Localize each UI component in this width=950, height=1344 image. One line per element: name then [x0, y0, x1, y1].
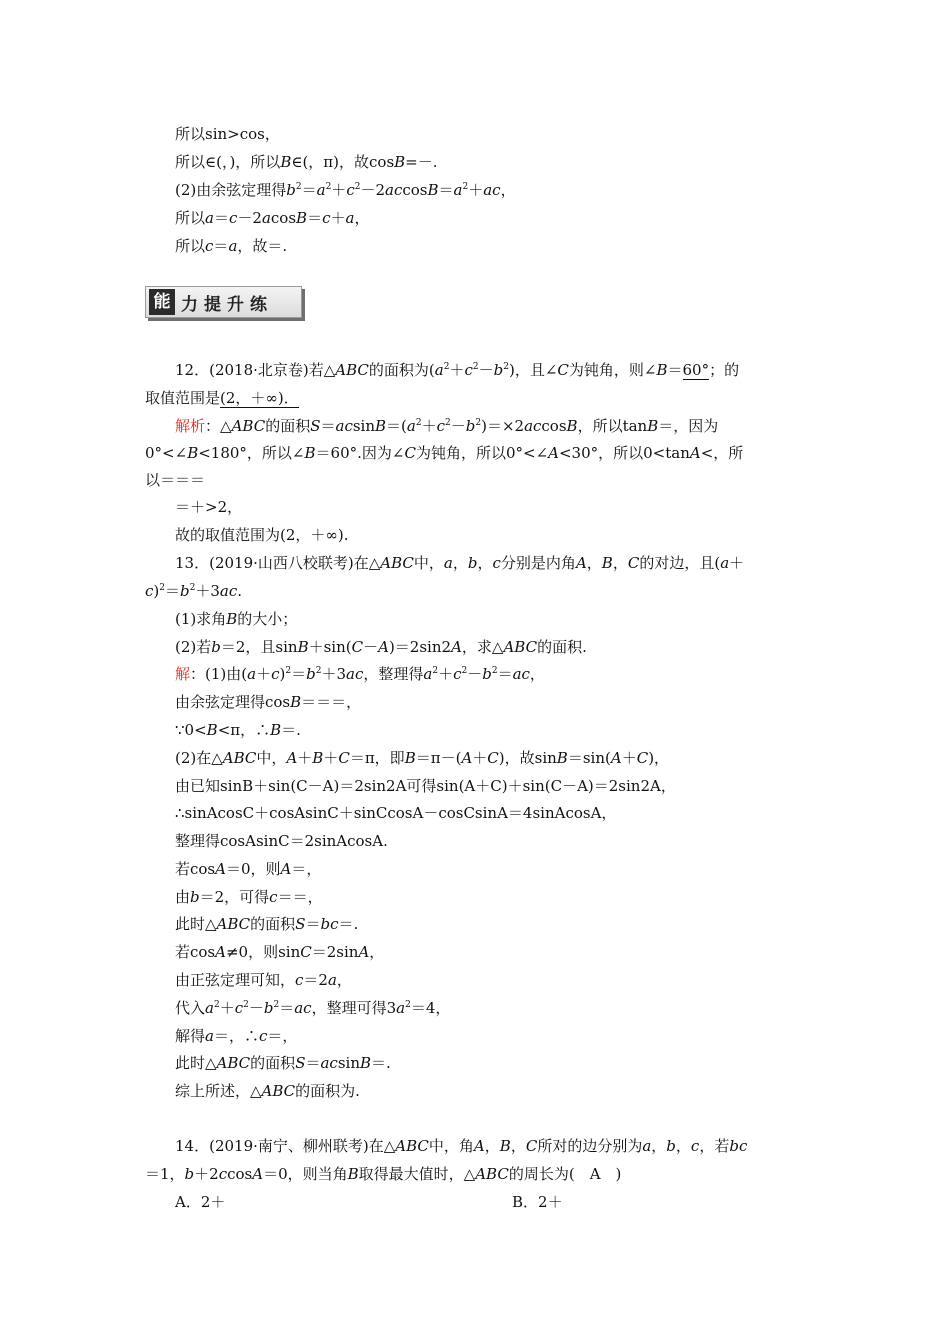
text-line: 解析：△ABC的面积$S=acsinB=(a^2+c^2-b^2)=\times 2accosB$，所以tanB＝，因为: [175, 417, 719, 435]
text-line: 此时△ABC的面积S＝acsinB＝.: [175, 1054, 391, 1072]
text-line: 由已知sinB＋sin(C－A)＝2sin2A可得sin(A＋C)＋sin(C－A)＝2sin2A，: [175, 777, 676, 795]
text-line: 0°<∠B<180°，所以∠B＝60°.因为∠C为钝角，所以0°<∠A<30°，所以0<tanA<，所: [145, 444, 744, 462]
text-line: 所以sin>cos，: [175, 125, 280, 143]
section-banner: [145, 286, 302, 318]
option-a: A．2＋: [175, 1193, 226, 1211]
text-line: 此时△ABC的面积S＝bc＝.: [175, 915, 359, 933]
question-12: 12．(2018·北京卷)若△ABC的面积为$(a^2+c^2-b^2)$，且∠C为钝角，则∠B＝60°；的: [175, 361, 740, 379]
text-line: $c)^2=b^2+3ac$.: [145, 582, 243, 600]
solution-label: 解: [175, 665, 191, 683]
text-line: (2)在△ABC中，A＋B＋C＝π，即B＝π－(A＋C)，故sinB＝sin(A＋C)，: [175, 749, 670, 767]
question-13: 13．(2019·山西八校联考)在△ABC中，a，b，c分别是内角A，B，C的对边，且(a＋: [175, 554, 745, 572]
text-line: 若cosA≠0，则sinC＝2sinA，: [175, 943, 385, 961]
text-line: (1)求角B的大小；: [175, 610, 298, 628]
text-line: 解：(1)由$(a+c)^2=b^2+3ac$，整理得$a^2+c^2-b^2=ac$，: [175, 665, 545, 683]
banner-first-char: 能: [149, 289, 175, 315]
text-line: 整理得cosAsinC＝2sinAcosA.: [175, 832, 388, 850]
text-line: 以＝＝＝: [145, 471, 206, 489]
text-line: 由正弦定理可知，c＝2a，: [175, 971, 352, 989]
text-line: 故的取值范围为(2，＋∞).: [175, 526, 349, 544]
text-line: ∵0<B<π，∴B＝.: [175, 721, 301, 739]
text-line: 综上所述，△ABC的面积为.: [175, 1082, 360, 1100]
text-line: 所以∈(，)，所以B∈(，π)，故cosB=－.: [175, 153, 438, 171]
question-14: 14．(2019·南宁、柳州联考)在△ABC中，角A，B，C所对的边分别为a，b，c，若bc: [175, 1137, 748, 1155]
text-line: ＝＋>2，: [175, 498, 243, 516]
text-line: 解得a＝，∴c＝，: [175, 1027, 298, 1045]
text-line: 代入$a^2+c^2-b^2=ac$，整理可得$3a^2=4$，: [175, 999, 451, 1017]
answer-blank: (2，＋∞)．: [220, 389, 299, 407]
text-line: 若cosA＝0，则A＝，: [175, 860, 322, 878]
answer-blank: 60°: [682, 361, 710, 379]
option-b: B．2＋: [512, 1193, 563, 1211]
text-line: (2)由余弦定理得$b^2=a^2+c^2-2accosB=a^2+ac$，: [175, 181, 516, 199]
solution-label: 解析: [175, 417, 206, 435]
text-line: 由余弦定理得cosB＝＝＝，: [175, 693, 362, 711]
text-line: ＝1，b＋2ccosA＝0，则当角B取得最大值时，△ABC的周长为( A ): [145, 1165, 622, 1183]
text-line: 所以a＝c－2acosB＝c＋a，: [175, 209, 370, 227]
text-line: ∴sinAcosC＋cosAsinC＋sinCcosA－cosCsinA＝4sinAcosA，: [175, 804, 617, 822]
text-line: 由b＝2，可得c＝＝，: [175, 888, 323, 906]
text-line: (2)若b＝2，且sinB＋sin(C－A)＝2sin2A，求△ABC的面积.: [175, 638, 587, 656]
text-line: 取值范围是(2，＋∞)．: [145, 389, 299, 407]
banner-title: 力提升练: [181, 294, 273, 315]
text-line: 所以c＝a，故＝.: [175, 237, 288, 255]
